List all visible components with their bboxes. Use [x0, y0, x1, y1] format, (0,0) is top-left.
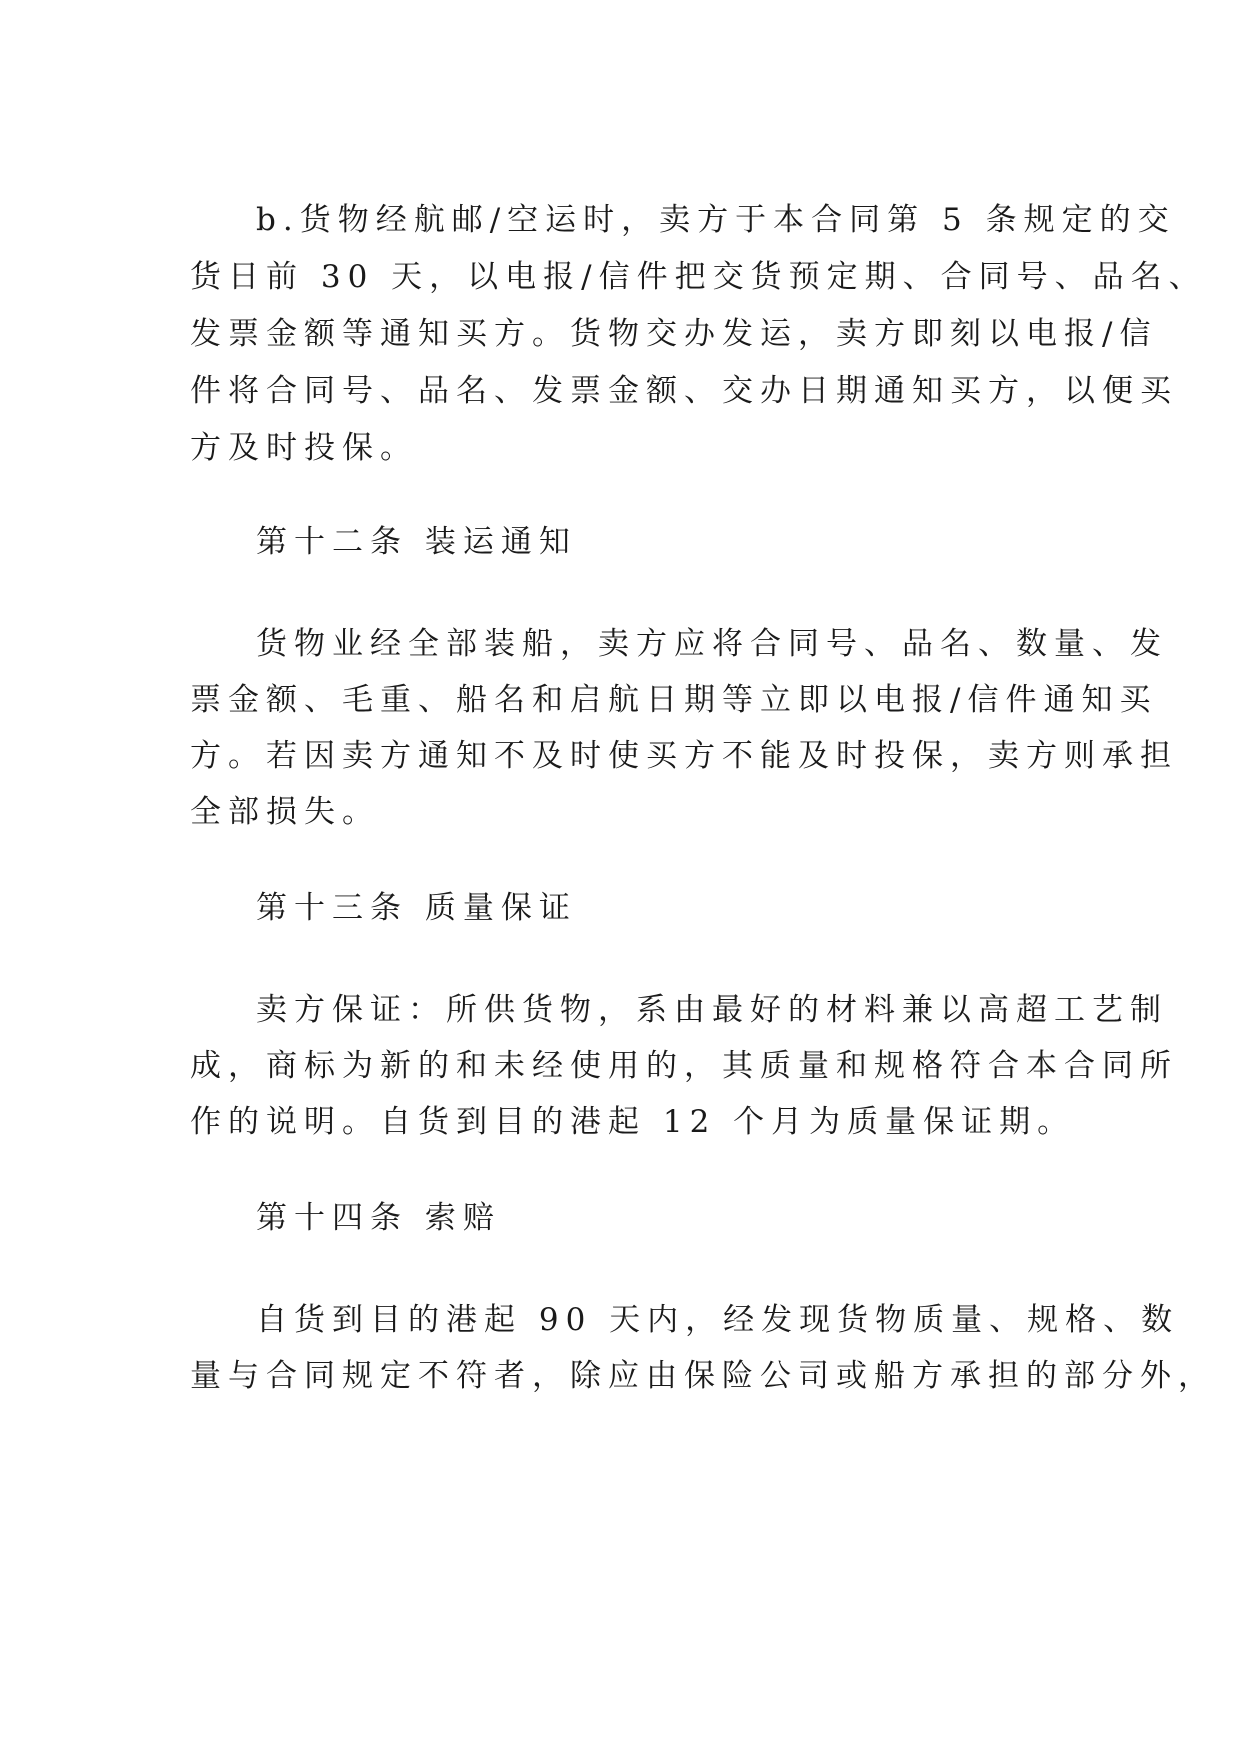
paragraph-line: 量与合同规定不符者，除应由保险公司或船方承担的部分外，	[190, 1358, 1216, 1394]
paragraph-line: 全部损失。	[190, 794, 380, 830]
paragraph-line: 货日前 30 天，以电报/信件把交货预定期、合同号、品名、	[190, 259, 1207, 295]
paragraph-line: 方及时投保。	[190, 430, 418, 466]
paragraph-line: 卖方保证：所供货物，系由最好的材料兼以高超工艺制	[256, 992, 1168, 1028]
article-14-heading: 第十四条 索赔	[256, 1200, 501, 1236]
paragraph-line: 票金额、毛重、船名和启航日期等立即以电报/信件通知买	[190, 682, 1158, 718]
article-13-heading: 第十三条 质量保证	[256, 890, 577, 926]
article-12-heading: 第十二条 装运通知	[256, 524, 577, 560]
paragraph-line: 作的说明。自货到目的港起 12 个月为质量保证期。	[190, 1104, 1076, 1140]
paragraph-line: 件将合同号、品名、发票金额、交办日期通知买方，以便买	[190, 373, 1178, 409]
paragraph-line: 方。若因卖方通知不及时使买方不能及时投保，卖方则承担	[190, 738, 1178, 774]
paragraph-line: 自货到目的港起 90 天内，经发现货物质量、规格、数	[256, 1302, 1180, 1338]
paragraph-line: 发票金额等通知买方。货物交办发运，卖方即刻以电报/信	[190, 316, 1158, 352]
paragraph-line: 货物业经全部装船，卖方应将合同号、品名、数量、发	[256, 626, 1168, 662]
paragraph-line: 成，商标为新的和未经使用的，其质量和规格符合本合同所	[190, 1048, 1178, 1084]
paragraph-line: b.货物经航邮/空运时，卖方于本合同第 5 条规定的交	[256, 202, 1176, 238]
